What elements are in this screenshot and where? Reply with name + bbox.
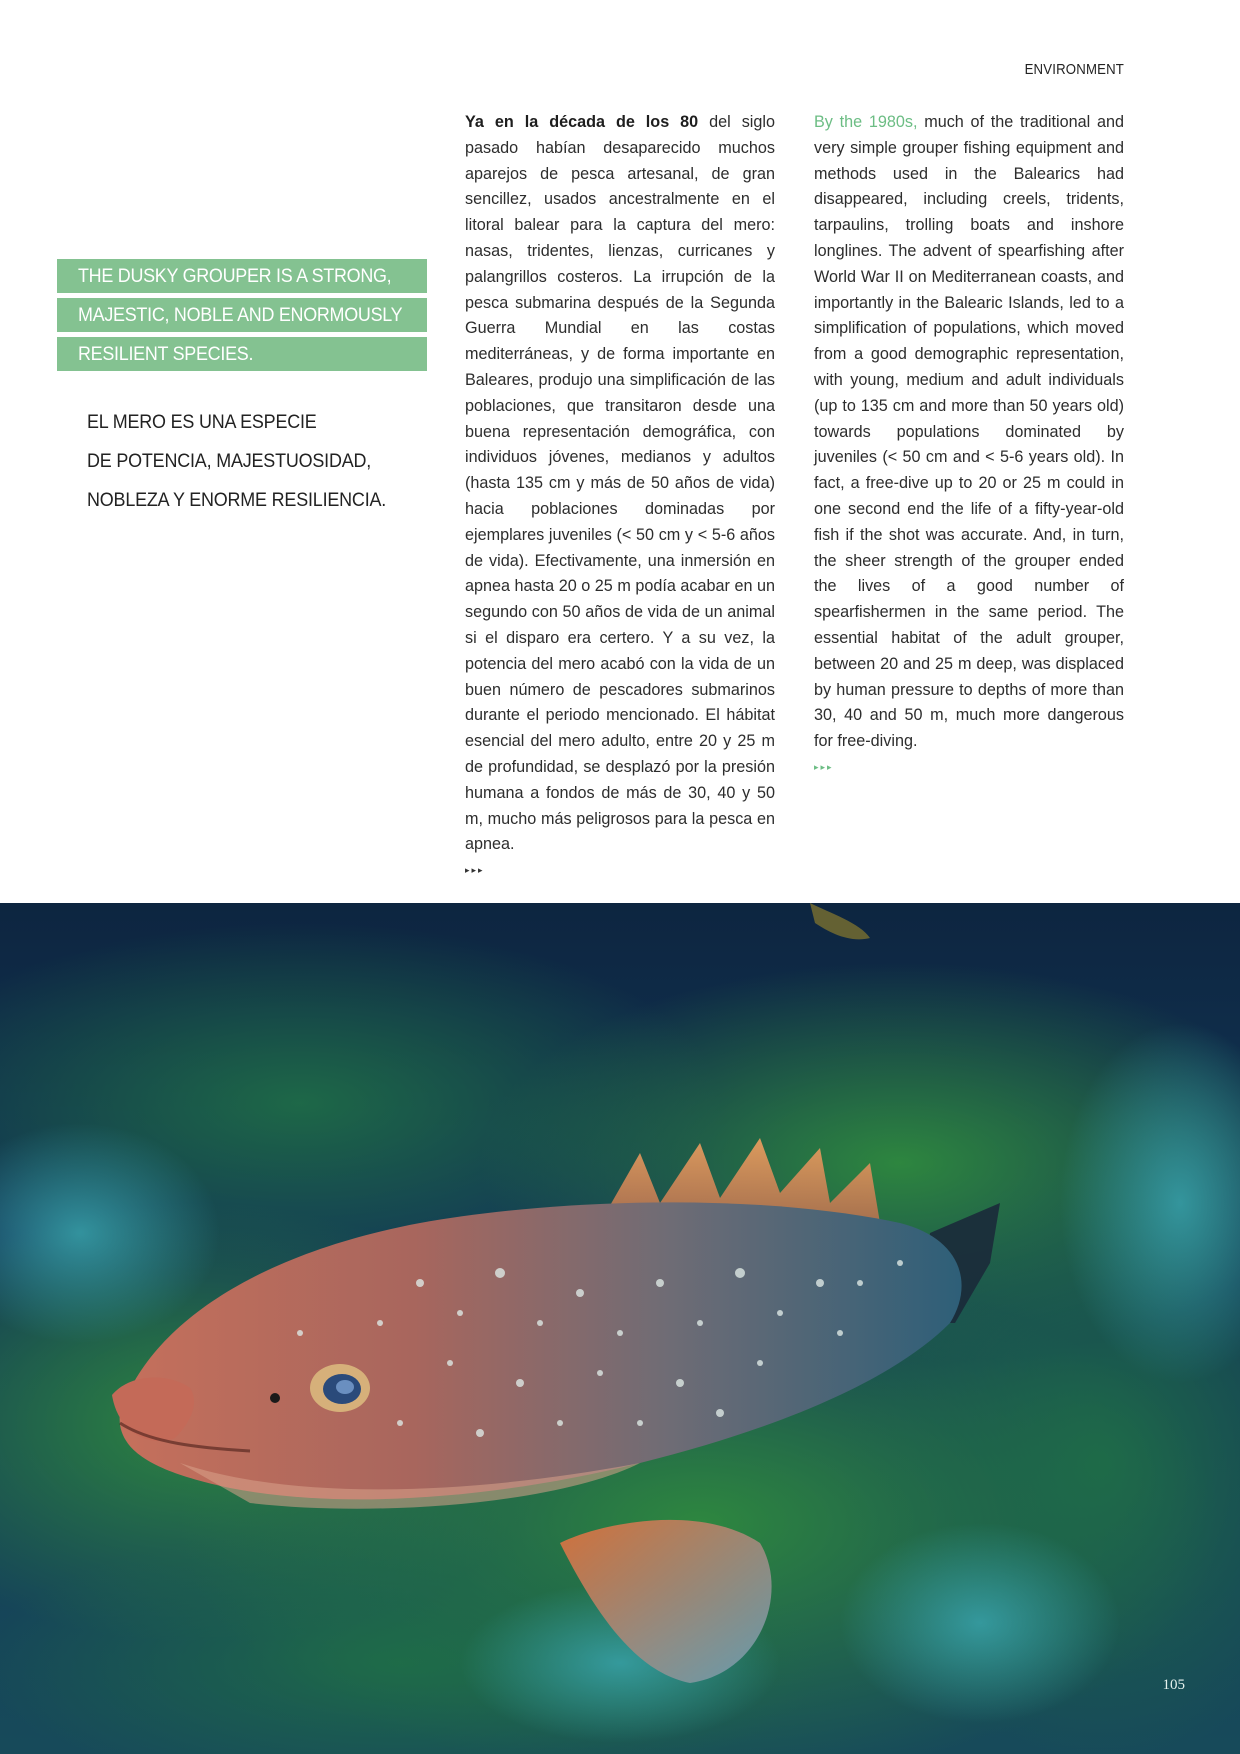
- body-text-english: much of the traditional and very simple grouper fishing equipment and methods used in the Balearics had disappeared, including creels, tridents, tarpaulins, trolling boats and inshore longlines. The advent of spearfishing after World War II on Mediterranean coasts, and importantly in the Balearic Islands, led to a simplification of populations, which moved from a good demographic representation, with young, medium and adult individuals (up to 135 cm and more than 50 years old) towards populations dominated by juveniles (< 50 cm and < 5-6 years old). In fact, a free-dive up to 20 or 25 m could in one second end the life of a fifty-year-old fish if the shot was accurate. And, in turn, the sheer strength of the grouper ended the lives of a good number of spearfishermen in the same period. The essential habitat of the adult grouper, between 20 and 25 m deep, was displaced by human pressure to depths of more than 30, 40 and 50 m, much more dangerous for free-diving.: [814, 113, 1124, 751]
- body-column-spanish: [465, 110, 775, 876]
- lead-in-english: By the 1980s,: [814, 113, 918, 131]
- pull-quote-line: EL MERO ES UNA ESPECIE: [87, 411, 317, 433]
- body-column-english: [814, 110, 1124, 773]
- continue-arrows-icon: ▸▸▸: [465, 865, 485, 876]
- pull-quote-line: RESILIENT SPECIES.: [57, 337, 427, 371]
- lead-in-spanish: Ya en la década de los 80: [465, 113, 699, 131]
- pull-quote-line: MAJESTIC, NOBLE AND ENORMOUSLY: [57, 298, 427, 332]
- continue-arrows-icon: ▸▸▸: [814, 761, 834, 772]
- body-text-spanish: del siglo pasado habían desaparecido muchos aparejos de pesca artesanal, de gran sencillez, usados ancestralmente en el litoral balear para la captura del mero: nasas, tridentes, lienzas, curricanes y palangrillos costeros. La irrupción de la pesca submarina después de la Segunda Guerra Mundial en las costas mediterráneas, y de forma importante en Baleares, produjo una simplificación de las poblaciones, que transitaron desde una buena representación demográfica, con individuos jóvenes, medianos y adultos (hasta 135 cm y más de 50 años de vida) hacia poblaciones dominadas por ejemplares juveniles (< 50 cm y < 5-6 años de vida). Efectivamente, una inmersión en apnea hasta 20 o 25 m podía acabar en un segundo con 50 años de vida de un animal si el disparo era certero. Y a su vez, la potencia del mero acabó con la vida de un buen número de pescadores submarinos durante el periodo mencionado. El hábitat esencial del mero adulto, entre 20 y 25 m de profundidad, se desplazó por la presión humana a fondos de más de 30, 40 y 50 m, mucho más peligrosos para la pesca en apnea.: [465, 113, 775, 854]
- pull-quote-line: NOBLEZA Y ENORME RESILIENCIA.: [87, 489, 387, 511]
- pull-quote-line: DE POTENCIA, MAJESTUOSIDAD,: [87, 450, 372, 472]
- pull-quote-spanish: [87, 403, 417, 520]
- pull-quote-line: THE DUSKY GROUPER IS A STRONG,: [57, 259, 427, 293]
- page-number: 105: [1162, 1677, 1185, 1693]
- pull-quote-english: [57, 259, 427, 376]
- grouper-photo: [0, 903, 1240, 1754]
- section-label: ENVIRONMENT: [1024, 61, 1124, 78]
